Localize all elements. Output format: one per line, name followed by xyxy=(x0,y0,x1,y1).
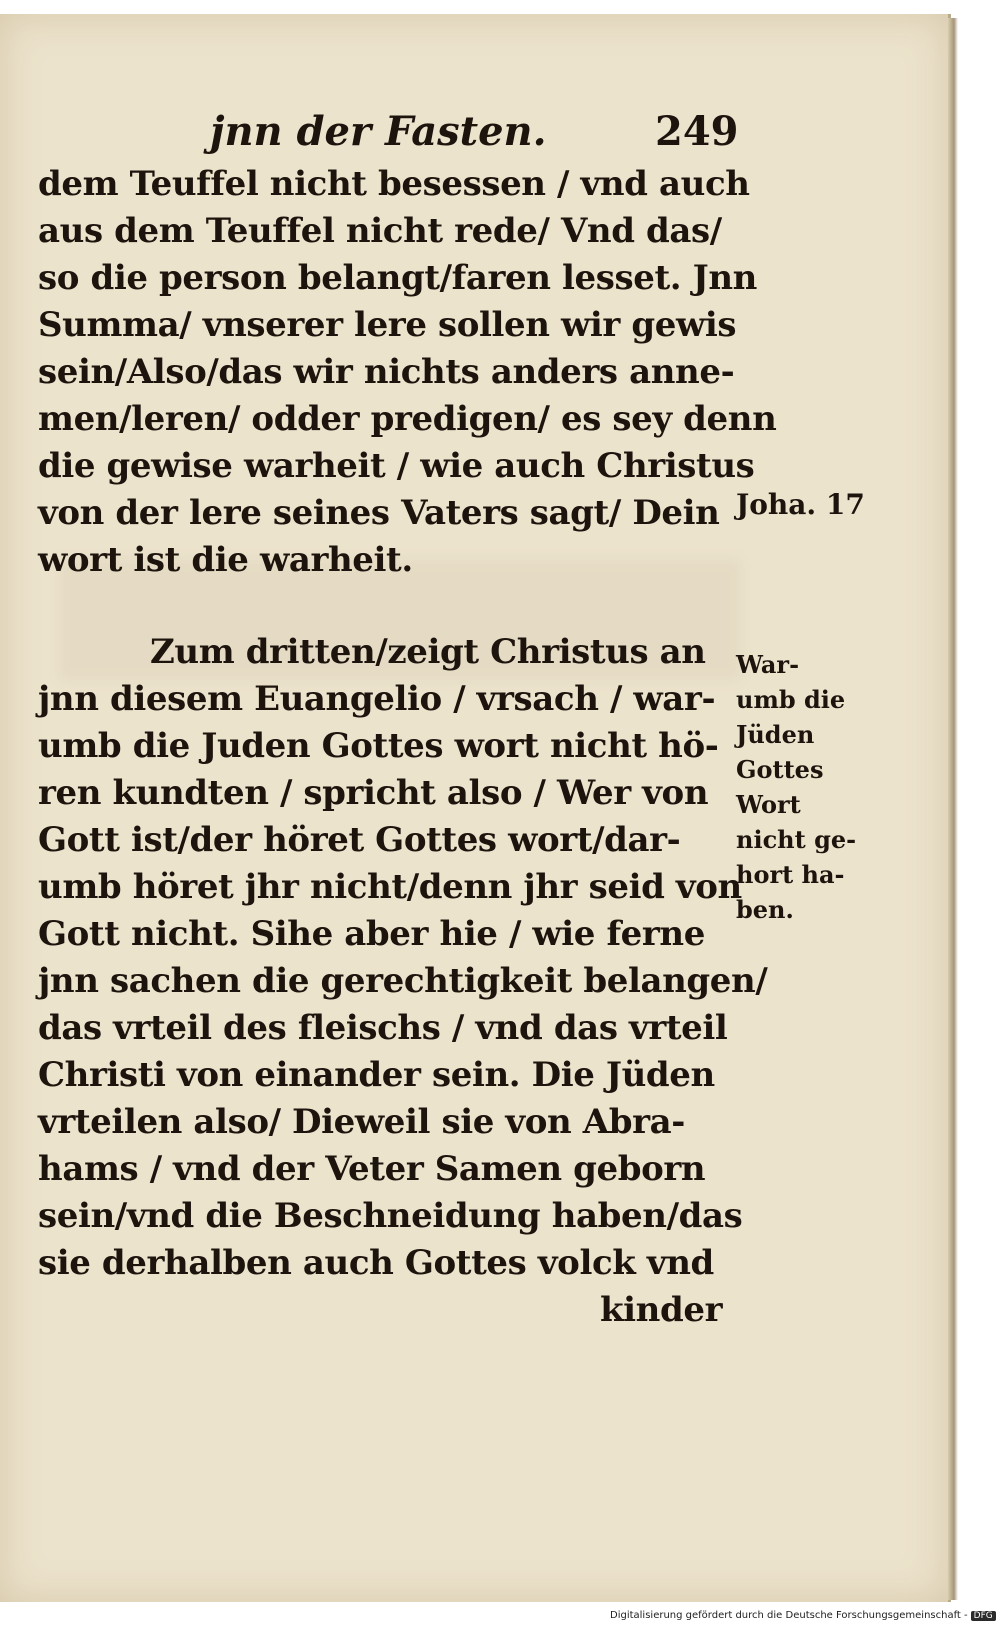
page-edge xyxy=(948,18,958,1600)
text-line: Zum dritten/zeigt Christus an xyxy=(150,632,706,672)
text-line: aus dem Teuffel nicht rede/ Vnd das/ xyxy=(38,211,722,251)
credit-text: Digitalisierung gefördert durch die Deutsche Forschungsgemeinschaft - xyxy=(610,1610,968,1621)
text-line: dem Teuffel nicht besessen / vnd auch xyxy=(38,164,750,204)
text-line: sein/vnd die Beschneidung haben/das xyxy=(38,1196,743,1236)
running-head: jnn der Fasten. xyxy=(210,108,547,155)
text-line: ren kundten / spricht also / Wer von xyxy=(38,773,709,813)
text-line: hams / vnd der Veter Samen geborn xyxy=(38,1149,706,1189)
page-number: 249 xyxy=(655,108,739,155)
text-line: das vrteil des fleischs / vnd das vrteil xyxy=(38,1008,728,1048)
text-line: umb höret jhr nicht/denn jhr seid von xyxy=(38,867,742,907)
text-line: Gott ist/der höret Gottes wort/dar- xyxy=(38,820,681,860)
margin-gloss-line: umb die xyxy=(736,685,846,714)
dfg-logo: DFG xyxy=(971,1611,996,1621)
margin-gloss-line: Gottes xyxy=(736,755,824,784)
text-line: wort ist die warheit. xyxy=(38,540,413,580)
margin-reference: Joha. 17 xyxy=(736,488,865,521)
margin-gloss-line: War- xyxy=(736,650,800,679)
margin-gloss-line: nicht ge- xyxy=(736,825,857,854)
text-line: Summa/ vnserer lere sollen wir gewis xyxy=(38,305,737,345)
catchword: kinder xyxy=(600,1290,723,1330)
text-line: jnn sachen die gerechtigkeit belangen/ xyxy=(38,961,768,1001)
text-line: jnn diesem Euangelio / vrsach / war- xyxy=(38,679,716,719)
text-line: Gott nicht. Sihe aber hie / wie ferne xyxy=(38,914,705,954)
margin-gloss-line: hort ha- xyxy=(736,860,845,889)
margin-gloss-line: Jüden xyxy=(736,720,815,749)
text-line: vrteilen also/ Dieweil sie von Abra- xyxy=(38,1102,685,1142)
text-line: sie derhalben auch Gottes volck vnd xyxy=(38,1243,714,1283)
margin-gloss-line: ben. xyxy=(736,895,794,924)
text-line: umb die Juden Gottes wort nicht hö- xyxy=(38,726,719,766)
text-line: von der lere seines Vaters sagt/ Dein xyxy=(38,493,720,533)
text-line: sein/Also/das wir nichts anders anne- xyxy=(38,352,735,392)
margin-gloss-line: Wort xyxy=(736,790,801,819)
text-line: die gewise warheit / wie auch Christus xyxy=(38,446,755,486)
text-line: men/leren/ odder predigen/ es sey denn xyxy=(38,399,777,439)
digitization-credit xyxy=(610,1610,996,1621)
text-line: Christi von einander sein. Die Jüden xyxy=(38,1055,715,1095)
text-line: so die person belangt/faren lesset. Jnn xyxy=(38,258,758,298)
